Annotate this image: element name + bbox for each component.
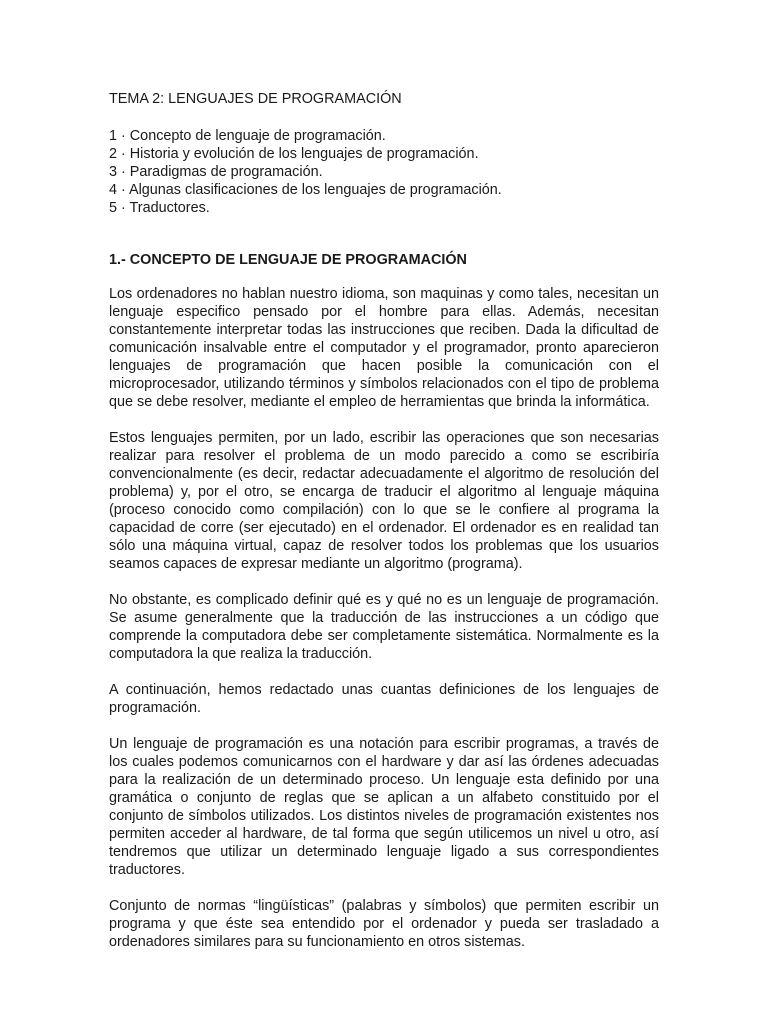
paragraph: Estos lenguajes permiten, por un lado, escribir las operaciones que son necesarias realizar para resolver el problema de un modo parecido a como se escribiría convencionalmente (es decir, redactar adecuadamente el algoritmo de resolución del problema) y, por el otro, se encarga de traducir el algoritmo al lenguaje máquina (proceso conocido como compilación) con lo que se le confiere al programa la capacidad de corre (ser ejecutado) en el ordenador. El ordenador es en realidad tan sólo una máquina virtual, capaz de resolver todos los problemas que los usuarios seamos capaces de expresar mediante un algoritmo (programa). — [109, 430, 659, 572]
toc-item: 4 · Algunas clasificaciones de los lenguajes de programación. — [109, 182, 502, 198]
section-heading: 1.- CONCEPTO DE LENGUAJE DE PROGRAMACIÓN — [109, 252, 467, 268]
document-title: TEMA 2: LENGUAJES DE PROGRAMACIÓN — [109, 91, 402, 107]
toc-item: 1 · Concepto de lenguaje de programación. — [109, 128, 386, 144]
paragraph: No obstante, es complicado definir qué es y qué no es un lenguaje de programación. Se asume generalmente que la traducción de las instrucciones a un código que comprende la computadora debe ser completamente sistemática. Normalmente es la computadora la que realiza la traducción. — [109, 592, 659, 662]
paragraph: A continuación, hemos redactado unas cuantas definiciones de los lenguajes de programación. — [109, 682, 659, 716]
paragraph: Conjunto de normas “lingüísticas” (palabras y símbolos) que permiten escribir un programa y que éste sea entendido por el ordenador y pueda ser trasladado a ordenadores similares para su funcionamiento en otros sistemas. — [109, 898, 659, 950]
toc-item: 3 · Paradigmas de programación. — [109, 164, 323, 180]
paragraph: Los ordenadores no hablan nuestro idioma, son maquinas y como tales, necesitan un lenguaje especifico pensado por el hombre para ellas. Además, necesitan constantemente interpretar todas las instrucciones que reciben. Dada la dificultad de comunicación insalvable entre el computador y el programador, pronto aparecieron lenguajes de programación que hacen posible la comunicación con el microprocesador, utilizando términos y símbolos relacionados con el tipo de problema que se debe resolver, mediante el empleo de herramientas que brinda la informática. — [109, 286, 659, 410]
document-page — [109, 90, 659, 969]
table-of-contents — [109, 127, 659, 217]
toc-item: 2 · Historia y evolución de los lenguajes de programación. — [109, 146, 479, 162]
toc-item: 5 · Traductores. — [109, 200, 210, 216]
paragraph: Un lenguaje de programación es una notación para escribir programas, a través de los cuales podemos comunicarnos con el hardware y dar así las órdenes adecuadas para la realización de un determinado proceso. Un lenguaje esta definido por una gramática o conjunto de reglas que se aplican a un alfabeto constituido por el conjunto de símbolos utilizados. Los distintos niveles de programación existentes nos permiten acceder al hardware, de tal forma que según utilicemos un nivel u otro, así tendremos que utilizar un determinado lenguaje ligado a sus correspondientes traductores. — [109, 736, 659, 878]
